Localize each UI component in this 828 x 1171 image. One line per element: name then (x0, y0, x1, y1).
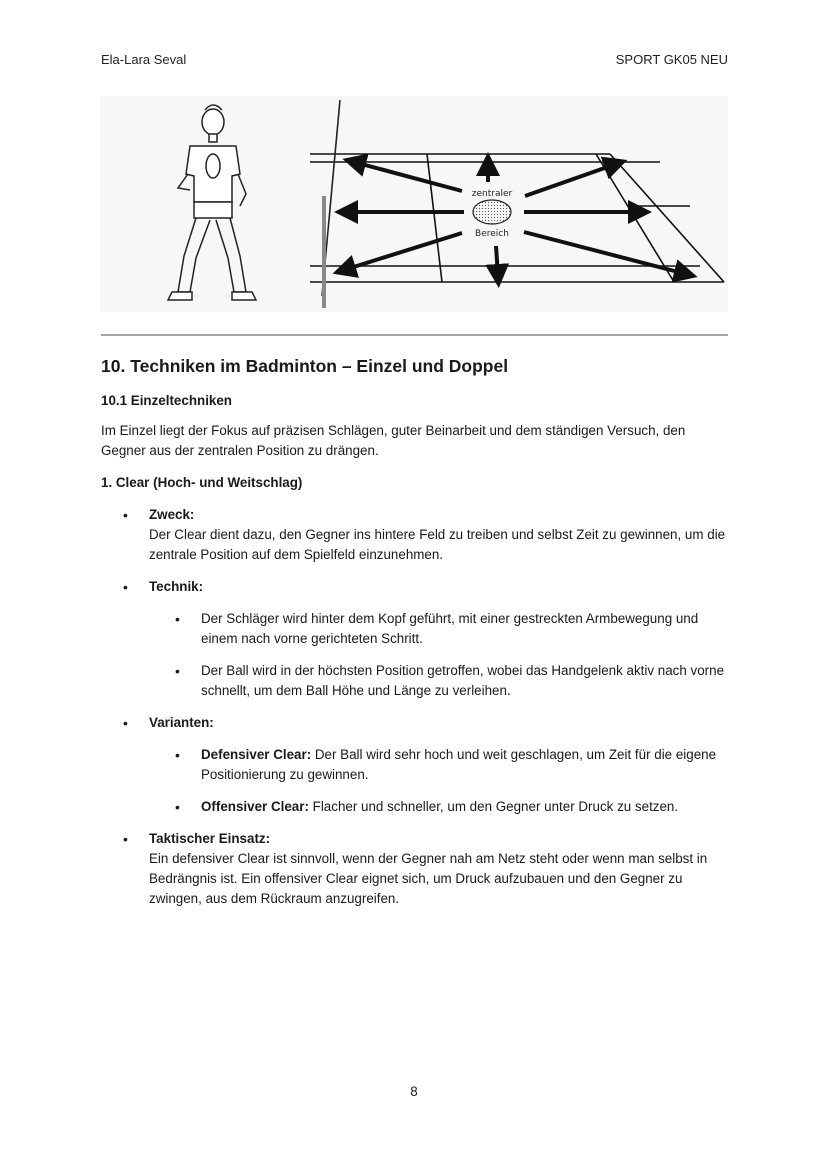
item-text: Der Ball wird sehr hoch und weit geschlagen, um Zeit für die eigene Positionierung zu gewinnen. (201, 747, 717, 782)
list-item-varianten (101, 713, 729, 817)
badminton-figure (100, 96, 728, 312)
item-label: • Taktischer Einsatz: (149, 831, 271, 846)
item-label: • Zweck: (149, 507, 195, 522)
sublist-item (101, 609, 729, 649)
sublist-item (101, 661, 729, 701)
list-item-technik (101, 577, 729, 701)
header-course: SPORT GK05 NEU (615, 52, 728, 67)
technique-list (101, 505, 729, 909)
label-zentraler: zentraler (471, 189, 513, 199)
item-label: Offensiver Clear: (201, 799, 309, 814)
header-author: Ela-Lara Seval (101, 52, 187, 67)
page-number: 8 (410, 1084, 418, 1099)
technik-sublist (149, 609, 729, 701)
item-text: Ein defensiver Clear ist sinnvoll, wenn der Gegner nah am Netz steht oder wenn man selbst in Bedrängnis ist. Ein offensiver Clear eignet sich, um Druck aufzubauen und den Gegner zu zwingen, aus dem Rückraum anzugreifen. (149, 851, 708, 906)
item-label: • Varianten: (149, 715, 214, 730)
list-item-zweck (101, 505, 729, 565)
section-title: 10. Techniken im Badminton – Einzel und Doppel (101, 356, 509, 376)
document-body (101, 354, 729, 921)
item-label: Defensiver Clear: (201, 747, 312, 762)
item-text: Der Ball wird in der höchsten Position getroffen, wobei das Handgelenk aktiv nach vorne schnellt, um dem Ball Höhe und Länge zu verleihen. (201, 663, 725, 698)
item-text: Flacher und schneller, um den Gegner unter Druck zu setzen. (308, 799, 679, 814)
item-text: Der Clear dient dazu, den Gegner ins hintere Feld zu treiben und selbst Zeit zu gewinnen, um die zentrale Position auf dem Spielfeld einzunehmen. (149, 527, 726, 562)
sublist-item (101, 797, 729, 817)
sublist-item (101, 745, 729, 785)
horizontal-divider (101, 334, 728, 336)
technique-title: 1. Clear (Hoch- und Weitschlag) (101, 475, 303, 490)
label-bereich: Bereich (475, 229, 509, 239)
item-label: • Technik: (149, 579, 204, 594)
item-text: Der Schläger wird hinter dem Kopf geführt, mit einer gestreckten Armbewegung und einem nach vorne gerichteten Schritt. (201, 611, 699, 646)
varianten-sublist (149, 745, 729, 817)
central-area (473, 200, 511, 224)
intro-paragraph: Im Einzel liegt der Fokus auf präzisen Schlägen, guter Beinarbeit und dem ständigen Versuch, den Gegner aus der zentralen Position zu drängen. (101, 423, 686, 458)
subsection-title: 10.1 Einzeltechniken (101, 393, 232, 408)
list-item-taktischer-einsatz (101, 829, 729, 909)
